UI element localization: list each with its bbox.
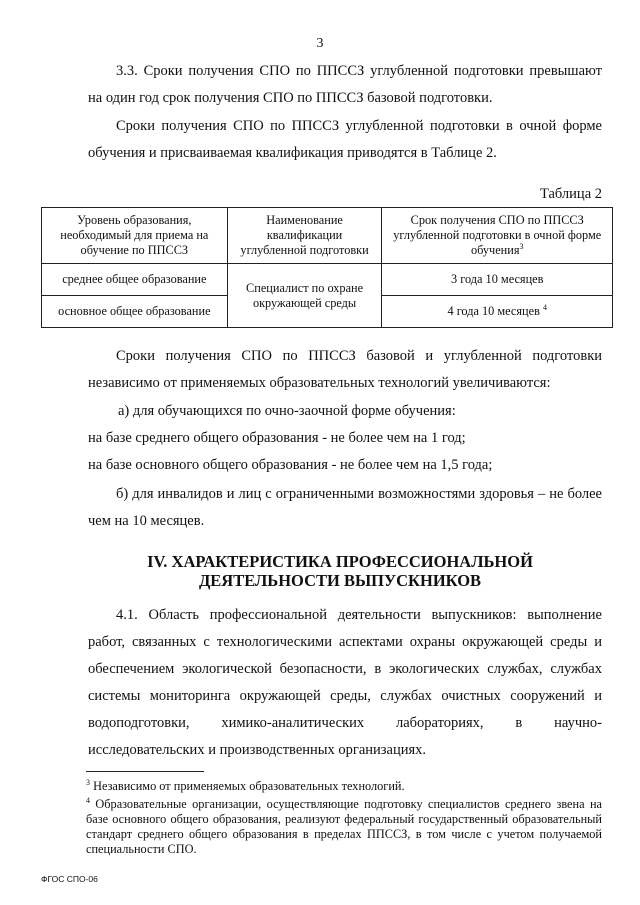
cell-education-level: среднее общее образование [42, 264, 228, 296]
item-b: б) для инвалидов и лиц с ограниченными возможностями здоровья – не более чем на 10 месяцев. [88, 486, 602, 529]
footnote-3 [86, 779, 602, 794]
table-caption: Таблица 2 [539, 186, 602, 202]
page-number: 3 [316, 36, 324, 51]
paragraph-4-1: 4.1. Область профессиональной деятельности выпускников: выполнение работ, связанных с технологическими аспектами охраны окружающей среды и обеспечением экологической безопасности, в экологических службах, службах системы мониторинга окружающей среды, службах очистных сооружений и водоподготовки, химико-аналитических лабораториях, в научно-исследовательских и производственных организациях. [88, 607, 602, 758]
footnote-mark: 3 [86, 777, 90, 787]
header-duration: Срок получения СПО по ППССЗ углубленной подготовки в очной форме обучения$^3$ [382, 208, 613, 264]
paragraph-3-3: 3.3. Сроки получения СПО по ППССЗ углубленной подготовки превышают на один год срок получения СПО по ППССЗ базовой подготовки. [88, 63, 602, 106]
item-basic-education: на базе основного общего образования - не более чем на 1,5 года; [88, 457, 493, 473]
footnote-divider [86, 771, 204, 772]
table-row [42, 264, 613, 296]
footnote-text: Образовательные организации, осуществляющие подготовку специалистов среднего звена на базе основного общего образования, реализуют федеральный государственный образовательный стандарт среднего общего образования в пределах ППССЗ, в том числе с учетом получаемой специальности СПО. [86, 797, 602, 856]
item-a: а) для обучающихся по очно-заочной форме обучения: [118, 403, 456, 419]
header-qualification: Наименование квалификации углубленной подготовки [227, 208, 382, 264]
item-secondary-education: на базе среднего общего образования - не более чем на 1 год; [88, 430, 466, 446]
table-header-row [42, 208, 613, 264]
footnote-4 [86, 797, 602, 857]
header-education-level: Уровень образования, необходимый для приема на обучение по ППССЗ [42, 208, 228, 264]
document-code: ФГОС СПО-06 [41, 874, 98, 884]
table-2 [41, 207, 613, 328]
footnote-text: Независимо от применяемых образовательных технологий. [93, 779, 405, 793]
section-title: IV. ХАРАКТЕРИСТИКА ПРОФЕССИОНАЛЬНОЙ ДЕЯТЕЛЬНОСТИ ВЫПУСКНИКОВ [147, 552, 533, 590]
footnote-ref-4: 4 [542, 302, 547, 312]
cell-education-level: основное общее образование [42, 296, 228, 328]
cell-duration: 4 года 10 месяцев $^4$ [382, 296, 613, 328]
paragraph-duration-increase: Сроки получения СПО по ППССЗ базовой и углубленной подготовки независимо от применяемых образовательных технологий увеличиваются: [88, 348, 602, 391]
cell-qualification: Специалист по охране окружающей среды [227, 264, 382, 328]
footnote-mark: 4 [86, 795, 90, 805]
cell-duration: 3 года 10 месяцев [382, 264, 613, 296]
paragraph-table-intro: Сроки получения СПО по ППССЗ углубленной подготовки в очной форме обучения и присваиваемая квалификация приводятся в Таблице 2. [88, 118, 602, 161]
footnote-ref-3: 3 [519, 241, 524, 251]
